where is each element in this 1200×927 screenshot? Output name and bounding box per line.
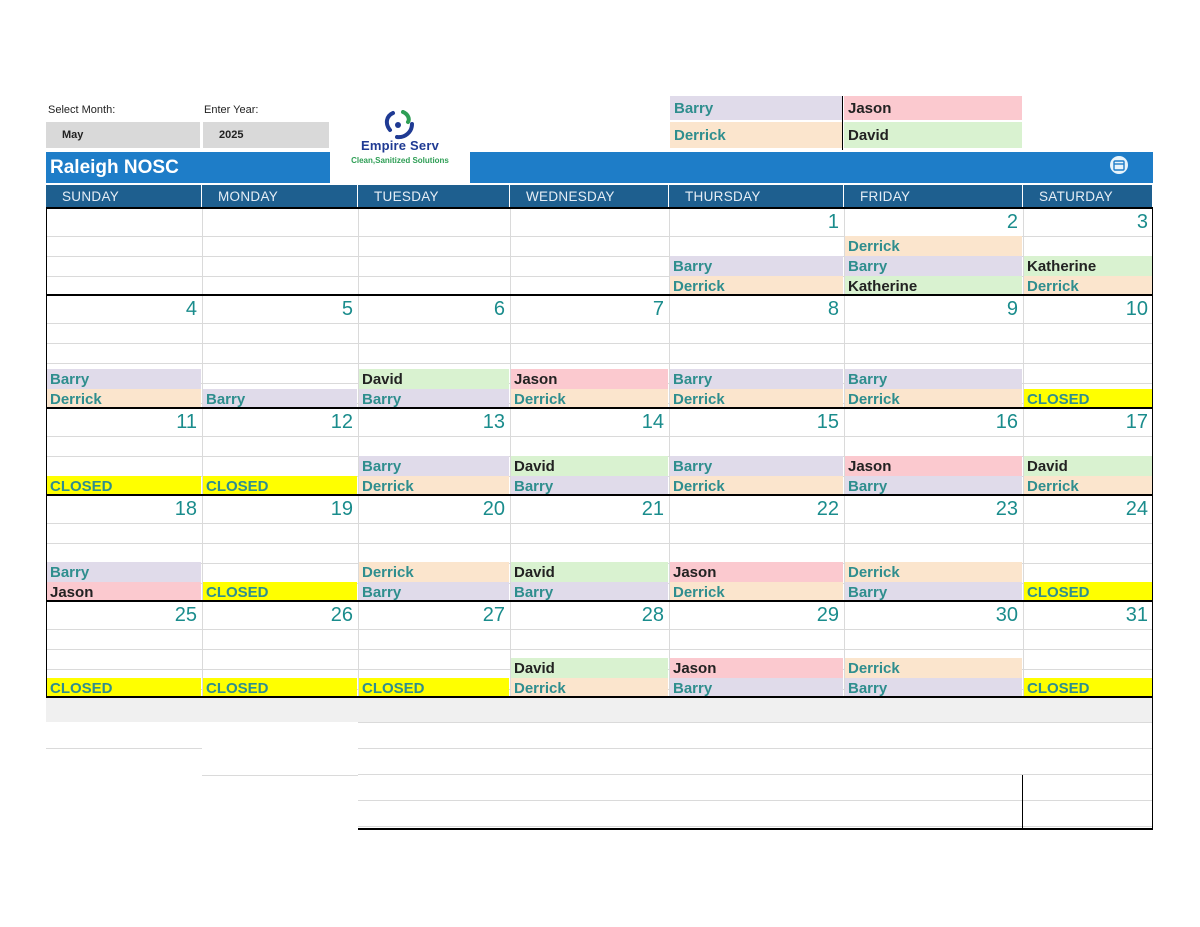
assignment-derrick[interactable]: Derrick	[670, 582, 843, 602]
assignment-derrick[interactable]: Derrick	[511, 678, 668, 698]
day-header-sunday: SUNDAY	[46, 185, 201, 208]
trailing-grid-line	[46, 748, 202, 749]
assignment-david[interactable]: David	[1024, 456, 1152, 476]
assignment-barry[interactable]: Barry	[511, 476, 668, 496]
year-input[interactable]: 2025	[203, 122, 329, 148]
assignment-barry[interactable]: Barry	[845, 476, 1022, 496]
trailing-grid-line	[358, 826, 1153, 827]
day-header-saturday: SATURDAY	[1023, 185, 1152, 208]
assignment-david[interactable]: David	[511, 658, 668, 678]
date-number-24[interactable]: 24	[1125, 498, 1148, 520]
assignment-david[interactable]: David	[359, 369, 509, 389]
legend-barry: Barry	[670, 96, 842, 120]
trailing-grid-line	[358, 748, 1153, 749]
legend-divider	[842, 96, 843, 150]
assignment-jason[interactable]: Jason	[845, 456, 1022, 476]
day-header-thursday: THURSDAY	[669, 185, 843, 208]
date-number-20[interactable]: 20	[482, 498, 505, 520]
trailing-border	[358, 828, 1153, 830]
trailing-row	[46, 698, 1153, 722]
assignment-derrick[interactable]: Derrick	[1024, 476, 1152, 496]
week-right-border	[1152, 409, 1153, 496]
assignment-jason[interactable]: Jason	[670, 562, 843, 582]
assignment-derrick[interactable]: Derrick	[359, 562, 509, 582]
assignment-derrick[interactable]: Derrick	[1024, 276, 1152, 296]
closed-badge[interactable]: CLOSED	[203, 582, 357, 602]
assignment-david[interactable]: David	[511, 562, 668, 582]
assignment-barry[interactable]: Barry	[359, 582, 509, 602]
date-number-28[interactable]: 28	[641, 604, 664, 626]
date-number-5[interactable]: 5	[341, 298, 353, 320]
page-title: Raleigh NOSC	[46, 152, 330, 183]
assignment-jason[interactable]: Jason	[511, 369, 668, 389]
assignment-barry[interactable]: Barry	[670, 456, 843, 476]
day-header-monday: MONDAY	[202, 185, 357, 208]
date-number-12[interactable]: 12	[330, 411, 353, 433]
assignment-david[interactable]: David	[511, 456, 668, 476]
assignment-derrick[interactable]: Derrick	[670, 276, 843, 296]
company-logo	[330, 96, 470, 176]
date-number-9[interactable]: 9	[1006, 298, 1018, 320]
assignment-barry[interactable]: Barry	[670, 256, 843, 276]
trailing-grid-line	[358, 722, 1153, 723]
date-number-27[interactable]: 27	[482, 604, 505, 626]
date-number-11[interactable]: 11	[176, 411, 197, 433]
closed-badge[interactable]: CLOSED	[47, 476, 201, 496]
legend-derrick: Derrick	[670, 122, 842, 148]
date-number-10[interactable]: 10	[1125, 298, 1148, 320]
week-right-border	[1152, 209, 1153, 296]
month-select[interactable]: May	[46, 122, 200, 148]
date-number-19[interactable]: 19	[330, 498, 353, 520]
week-right-border	[1152, 602, 1153, 698]
assignment-barry[interactable]: Barry	[845, 369, 1022, 389]
closed-badge[interactable]: CLOSED	[47, 678, 201, 698]
grid-line	[46, 363, 1153, 364]
closed-badge[interactable]: CLOSED	[203, 678, 357, 698]
grid-line	[46, 436, 1153, 437]
calendar-icon[interactable]	[1110, 156, 1128, 174]
assignment-derrick[interactable]: Derrick	[511, 389, 668, 409]
date-number-16[interactable]: 16	[995, 411, 1018, 433]
date-number-21[interactable]: 21	[641, 498, 664, 520]
date-number-17[interactable]: 17	[1125, 411, 1148, 433]
assignment-derrick[interactable]: Derrick	[359, 476, 509, 496]
date-number-14[interactable]: 14	[641, 411, 664, 433]
closed-badge[interactable]: CLOSED	[1024, 678, 1152, 698]
assignment-barry[interactable]: Barry	[845, 256, 1022, 276]
assignment-derrick[interactable]: Derrick	[670, 476, 843, 496]
date-number-22[interactable]: 22	[816, 498, 839, 520]
closed-badge[interactable]: CLOSED	[1024, 389, 1152, 409]
closed-badge[interactable]: CLOSED	[359, 678, 509, 698]
date-number-8[interactable]: 8	[827, 298, 839, 320]
grid-line	[46, 323, 1153, 324]
assignment-derrick[interactable]: Derrick	[670, 389, 843, 409]
assignment-barry[interactable]: Barry	[845, 678, 1022, 698]
week-border	[46, 696, 1153, 698]
date-number-29[interactable]: 29	[816, 604, 839, 626]
assignment-derrick[interactable]: Derrick	[845, 236, 1022, 256]
assignment-jason[interactable]: Jason	[47, 582, 201, 602]
legend-david: David	[844, 122, 1022, 148]
date-number-2[interactable]: 2	[1006, 211, 1018, 233]
grid-line	[46, 649, 1153, 650]
week-right-border	[1152, 496, 1153, 602]
month-label: Select Month:	[48, 104, 116, 116]
date-number-15[interactable]: 15	[816, 411, 839, 433]
date-number-25[interactable]: 25	[174, 604, 197, 626]
trailing-border	[1152, 698, 1153, 829]
day-header-tuesday: TUESDAY	[358, 185, 509, 208]
assignment-barry[interactable]: Barry	[203, 389, 357, 409]
date-number-23[interactable]: 23	[995, 498, 1018, 520]
assignment-barry[interactable]: Barry	[511, 582, 668, 602]
date-number-13[interactable]: 13	[482, 411, 505, 433]
date-number-18[interactable]: 18	[174, 498, 197, 520]
assignment-barry[interactable]: Barry	[359, 456, 509, 476]
trailing-grid-line	[358, 800, 1153, 801]
trailing-grid-line	[358, 774, 1153, 775]
day-header-wednesday: WEDNESDAY	[510, 185, 668, 208]
assignment-derrick[interactable]: Derrick	[845, 562, 1022, 582]
grid-line	[46, 629, 1153, 630]
date-number-7[interactable]: 7	[652, 298, 664, 320]
assignment-barry[interactable]: Barry	[47, 562, 201, 582]
assignment-jason[interactable]: Jason	[670, 658, 843, 678]
assignment-katherine[interactable]: Katherine	[1024, 256, 1152, 276]
logo-tagline: Clean,Sanitized Solutions	[351, 156, 449, 165]
assignment-barry[interactable]: Barry	[670, 369, 843, 389]
date-number-6[interactable]: 6	[493, 298, 505, 320]
legend-jason: Jason	[844, 96, 1022, 120]
logo-name: Empire Serv	[360, 138, 440, 153]
date-number-30[interactable]: 30	[995, 604, 1018, 626]
assignment-katherine[interactable]: Katherine	[845, 276, 1022, 296]
date-number-1[interactable]: 1	[827, 211, 839, 233]
assignment-barry[interactable]: Barry	[845, 582, 1022, 602]
trailing-border	[1022, 775, 1023, 829]
assignment-derrick[interactable]: Derrick	[845, 389, 1022, 409]
assignment-barry[interactable]: Barry	[670, 678, 843, 698]
day-header-friday: FRIDAY	[844, 185, 1022, 208]
date-number-26[interactable]: 26	[330, 604, 353, 626]
grid-line	[46, 343, 1153, 344]
date-number-31[interactable]: 31	[1125, 604, 1148, 626]
date-number-4[interactable]: 4	[185, 298, 197, 320]
trailing-grid-line	[202, 775, 358, 776]
week-left-border	[46, 209, 47, 296]
week-right-border	[1152, 296, 1153, 409]
assignment-derrick[interactable]: Derrick	[845, 658, 1022, 678]
title-bar-right	[470, 152, 1153, 183]
date-number-3[interactable]: 3	[1136, 211, 1148, 233]
closed-badge[interactable]: CLOSED	[1024, 582, 1152, 602]
closed-badge[interactable]: CLOSED	[203, 476, 357, 496]
assignment-derrick[interactable]: Derrick	[47, 389, 201, 409]
assignment-barry[interactable]: Barry	[359, 389, 509, 409]
grid-line	[46, 523, 1153, 524]
year-label: Enter Year:	[204, 104, 259, 116]
grid-line	[46, 543, 1153, 544]
assignment-barry[interactable]: Barry	[47, 369, 201, 389]
